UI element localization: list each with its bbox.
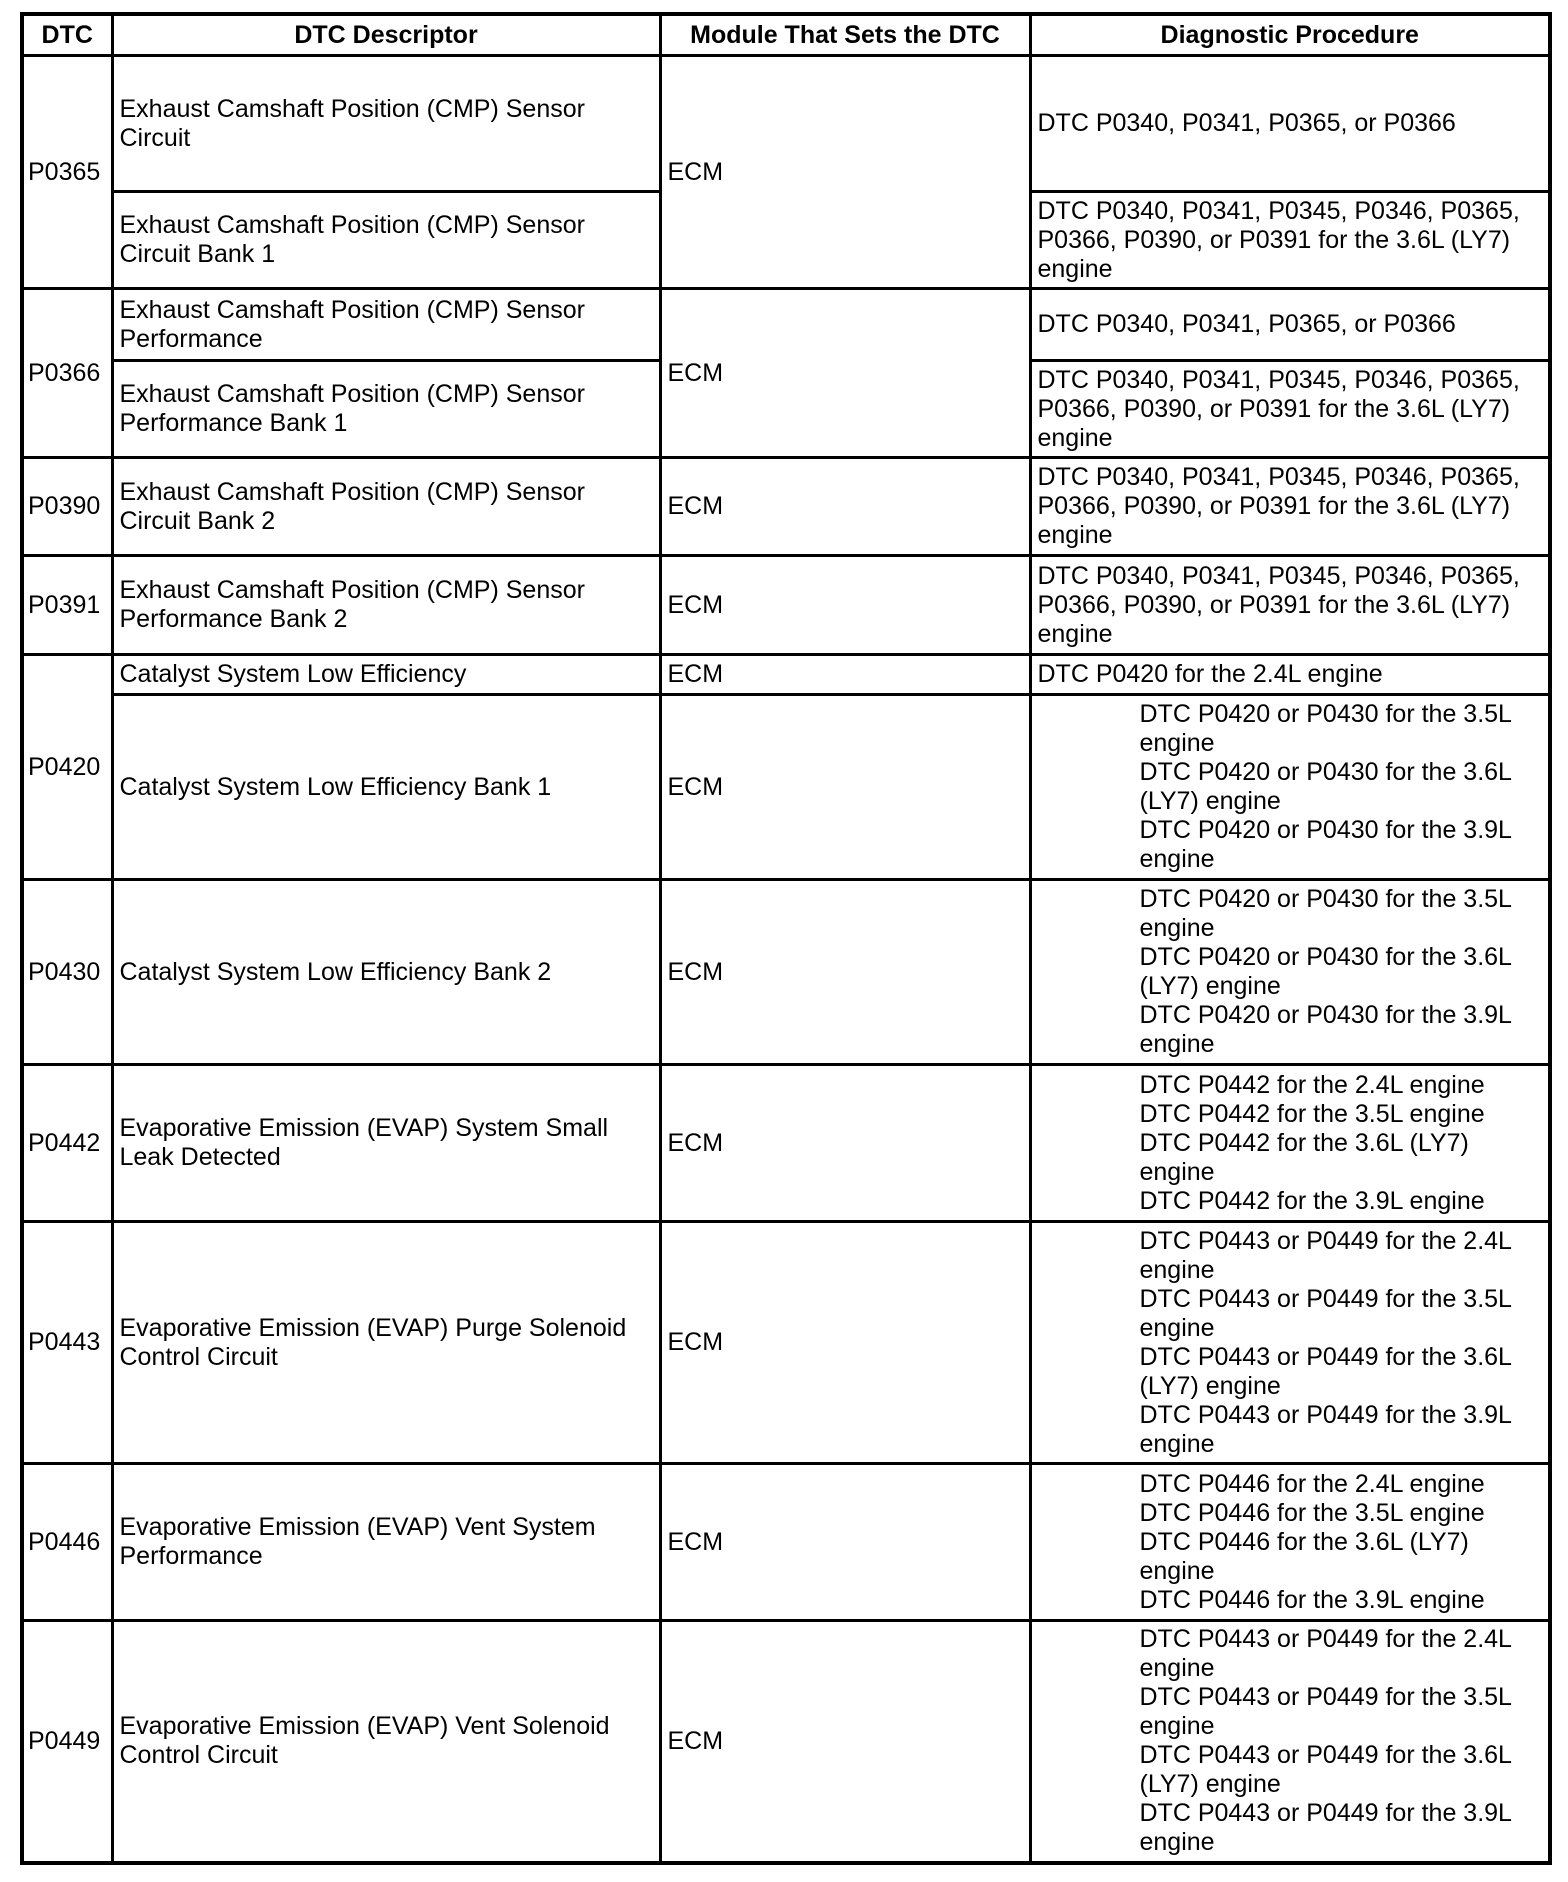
procedure-line: DTC P0443 or P0449 for the 3.9L engine <box>1139 1400 1512 1458</box>
header-procedure: Diagnostic Procedure <box>1030 14 1550 56</box>
table-row <box>22 1222 1550 1464</box>
procedure-line: DTC P0420 or P0430 for the 3.6L (LY7) engine <box>1139 758 1512 815</box>
dtc-descriptor: Evaporative Emission (EVAP) Purge Solenoid Control Circuit <box>112 1222 660 1464</box>
procedure-line: DTC P0420 for the 2.4L engine <box>1037 660 1383 688</box>
procedure-line: DTC P0340, P0341, P0345, P0346, P0365, P0366, P0390, or P0391 for the 3.6L (LY7) engine <box>1037 196 1520 283</box>
procedure-line: DTC P0420 or P0430 for the 3.6L (LY7) engine <box>1139 943 1512 1000</box>
dtc-descriptor: Exhaust Camshaft Position (CMP) Sensor Circuit <box>112 56 660 192</box>
procedure-line: DTC P0443 or P0449 for the 3.6L (LY7) engine <box>1139 1741 1512 1799</box>
table-row <box>22 556 1550 655</box>
dtc-descriptor: Catalyst System Low Efficiency Bank 1 <box>112 695 660 880</box>
header-descriptor: DTC Descriptor <box>112 14 660 56</box>
dtc-descriptor: Evaporative Emission (EVAP) Vent System Performance <box>112 1464 660 1621</box>
dtc-code: P0420 <box>22 655 112 880</box>
procedure-line: DTC P0443 or P0449 for the 3.9L engine <box>1139 1799 1512 1857</box>
table-row <box>22 289 1550 361</box>
dtc-code: P0446 <box>22 1464 112 1621</box>
module-cell: ECM <box>660 1464 1030 1621</box>
procedure-line: DTC P0443 or P0449 for the 3.6L (LY7) engine <box>1139 1342 1512 1400</box>
dtc-descriptor: Exhaust Camshaft Position (CMP) Sensor Circuit Bank 2 <box>112 458 660 556</box>
diagnostic-procedure <box>1030 1464 1550 1621</box>
table-row <box>22 880 1550 1065</box>
dtc-code: P0391 <box>22 556 112 655</box>
module-cell: ECM <box>660 880 1030 1065</box>
header-module: Module That Sets the DTC <box>660 14 1030 56</box>
dtc-code: P0365 <box>22 56 112 289</box>
diagnostic-procedure <box>1030 361 1550 458</box>
table-row <box>22 56 1550 192</box>
procedure-line: DTC P0340, P0341, P0345, P0346, P0365, P0366, P0390, or P0391 for the 3.6L (LY7) engine <box>1037 561 1520 648</box>
table-row <box>22 1065 1550 1222</box>
dtc-descriptor: Evaporative Emission (EVAP) Vent Solenoid Control Circuit <box>112 1621 660 1863</box>
dtc-descriptor: Exhaust Camshaft Position (CMP) Sensor Performance <box>112 289 660 361</box>
procedure-line: DTC P0443 or P0449 for the 2.4L engine <box>1139 1226 1512 1284</box>
dtc-descriptor: Evaporative Emission (EVAP) System Small Leak Detected <box>112 1065 660 1222</box>
dtc-descriptor: Exhaust Camshaft Position (CMP) Sensor Circuit Bank 1 <box>112 192 660 289</box>
table-row <box>22 1464 1550 1621</box>
dtc-table <box>20 12 1552 1865</box>
diagnostic-procedure <box>1030 1222 1550 1464</box>
procedure-line: DTC P0420 or P0430 for the 3.9L engine <box>1139 816 1512 873</box>
dtc-code: P0430 <box>22 880 112 1065</box>
dtc-code: P0390 <box>22 458 112 556</box>
diagnostic-procedure <box>1030 192 1550 289</box>
procedure-line: DTC P0443 or P0449 for the 3.5L engine <box>1139 1683 1512 1741</box>
diagnostic-procedure <box>1030 695 1550 880</box>
dtc-code: P0443 <box>22 1222 112 1464</box>
dtc-code: P0449 <box>22 1621 112 1863</box>
dtc-code: P0442 <box>22 1065 112 1222</box>
module-cell: ECM <box>660 556 1030 655</box>
dtc-descriptor: Exhaust Camshaft Position (CMP) Sensor Performance Bank 1 <box>112 361 660 458</box>
module-cell: ECM <box>660 56 1030 289</box>
procedure-line: DTC P0340, P0341, P0365, or P0366 <box>1037 109 1456 137</box>
procedure-line: DTC P0442 for the 2.4L engine <box>1139 1070 1485 1099</box>
procedure-line: DTC P0442 for the 3.5L engine <box>1139 1099 1485 1128</box>
diagnostic-procedure <box>1030 556 1550 655</box>
dtc-code: P0366 <box>22 289 112 458</box>
module-cell: ECM <box>660 1621 1030 1863</box>
module-cell: ECM <box>660 1222 1030 1464</box>
procedure-line: DTC P0420 or P0430 for the 3.9L engine <box>1139 1001 1512 1058</box>
dtc-descriptor: Catalyst System Low Efficiency <box>112 655 660 695</box>
diagnostic-procedure <box>1030 289 1550 361</box>
procedure-line: DTC P0442 for the 3.9L engine <box>1139 1186 1485 1215</box>
procedure-line: DTC P0420 or P0430 for the 3.5L engine <box>1139 885 1512 942</box>
module-cell: ECM <box>660 655 1030 695</box>
procedure-line: DTC P0340, P0341, P0345, P0346, P0365, P0366, P0390, or P0391 for the 3.6L (LY7) engine <box>1037 365 1520 452</box>
procedure-line: DTC P0442 for the 3.6L (LY7) engine <box>1139 1128 1469 1186</box>
diagnostic-procedure <box>1030 655 1550 695</box>
procedure-line: DTC P0446 for the 2.4L engine <box>1139 1469 1485 1498</box>
module-cell: ECM <box>660 1065 1030 1222</box>
diagnostic-procedure <box>1030 880 1550 1065</box>
procedure-line: DTC P0446 for the 3.6L (LY7) engine <box>1139 1527 1469 1585</box>
table-row <box>22 458 1550 556</box>
table-row <box>22 695 1550 880</box>
diagnostic-procedure <box>1030 1621 1550 1863</box>
module-cell: ECM <box>660 458 1030 556</box>
table-row <box>22 655 1550 695</box>
procedure-line: DTC P0443 or P0449 for the 2.4L engine <box>1139 1625 1512 1683</box>
procedure-line: DTC P0446 for the 3.9L engine <box>1139 1585 1485 1614</box>
procedure-line: DTC P0340, P0341, P0365, or P0366 <box>1037 310 1456 338</box>
module-cell: ECM <box>660 695 1030 880</box>
dtc-descriptor: Exhaust Camshaft Position (CMP) Sensor Performance Bank 2 <box>112 556 660 655</box>
header-dtc: DTC <box>22 14 112 56</box>
procedure-line: DTC P0446 for the 3.5L engine <box>1139 1498 1485 1527</box>
diagnostic-procedure <box>1030 1065 1550 1222</box>
dtc-descriptor: Catalyst System Low Efficiency Bank 2 <box>112 880 660 1065</box>
diagnostic-procedure <box>1030 56 1550 192</box>
procedure-line: DTC P0420 or P0430 for the 3.5L engine <box>1139 700 1512 757</box>
header-row <box>22 14 1550 56</box>
procedure-line: DTC P0443 or P0449 for the 3.5L engine <box>1139 1284 1512 1342</box>
diagnostic-procedure <box>1030 458 1550 556</box>
procedure-line: DTC P0340, P0341, P0345, P0346, P0365, P0366, P0390, or P0391 for the 3.6L (LY7) engine <box>1037 463 1520 549</box>
table-row <box>22 1621 1550 1863</box>
module-cell: ECM <box>660 289 1030 458</box>
